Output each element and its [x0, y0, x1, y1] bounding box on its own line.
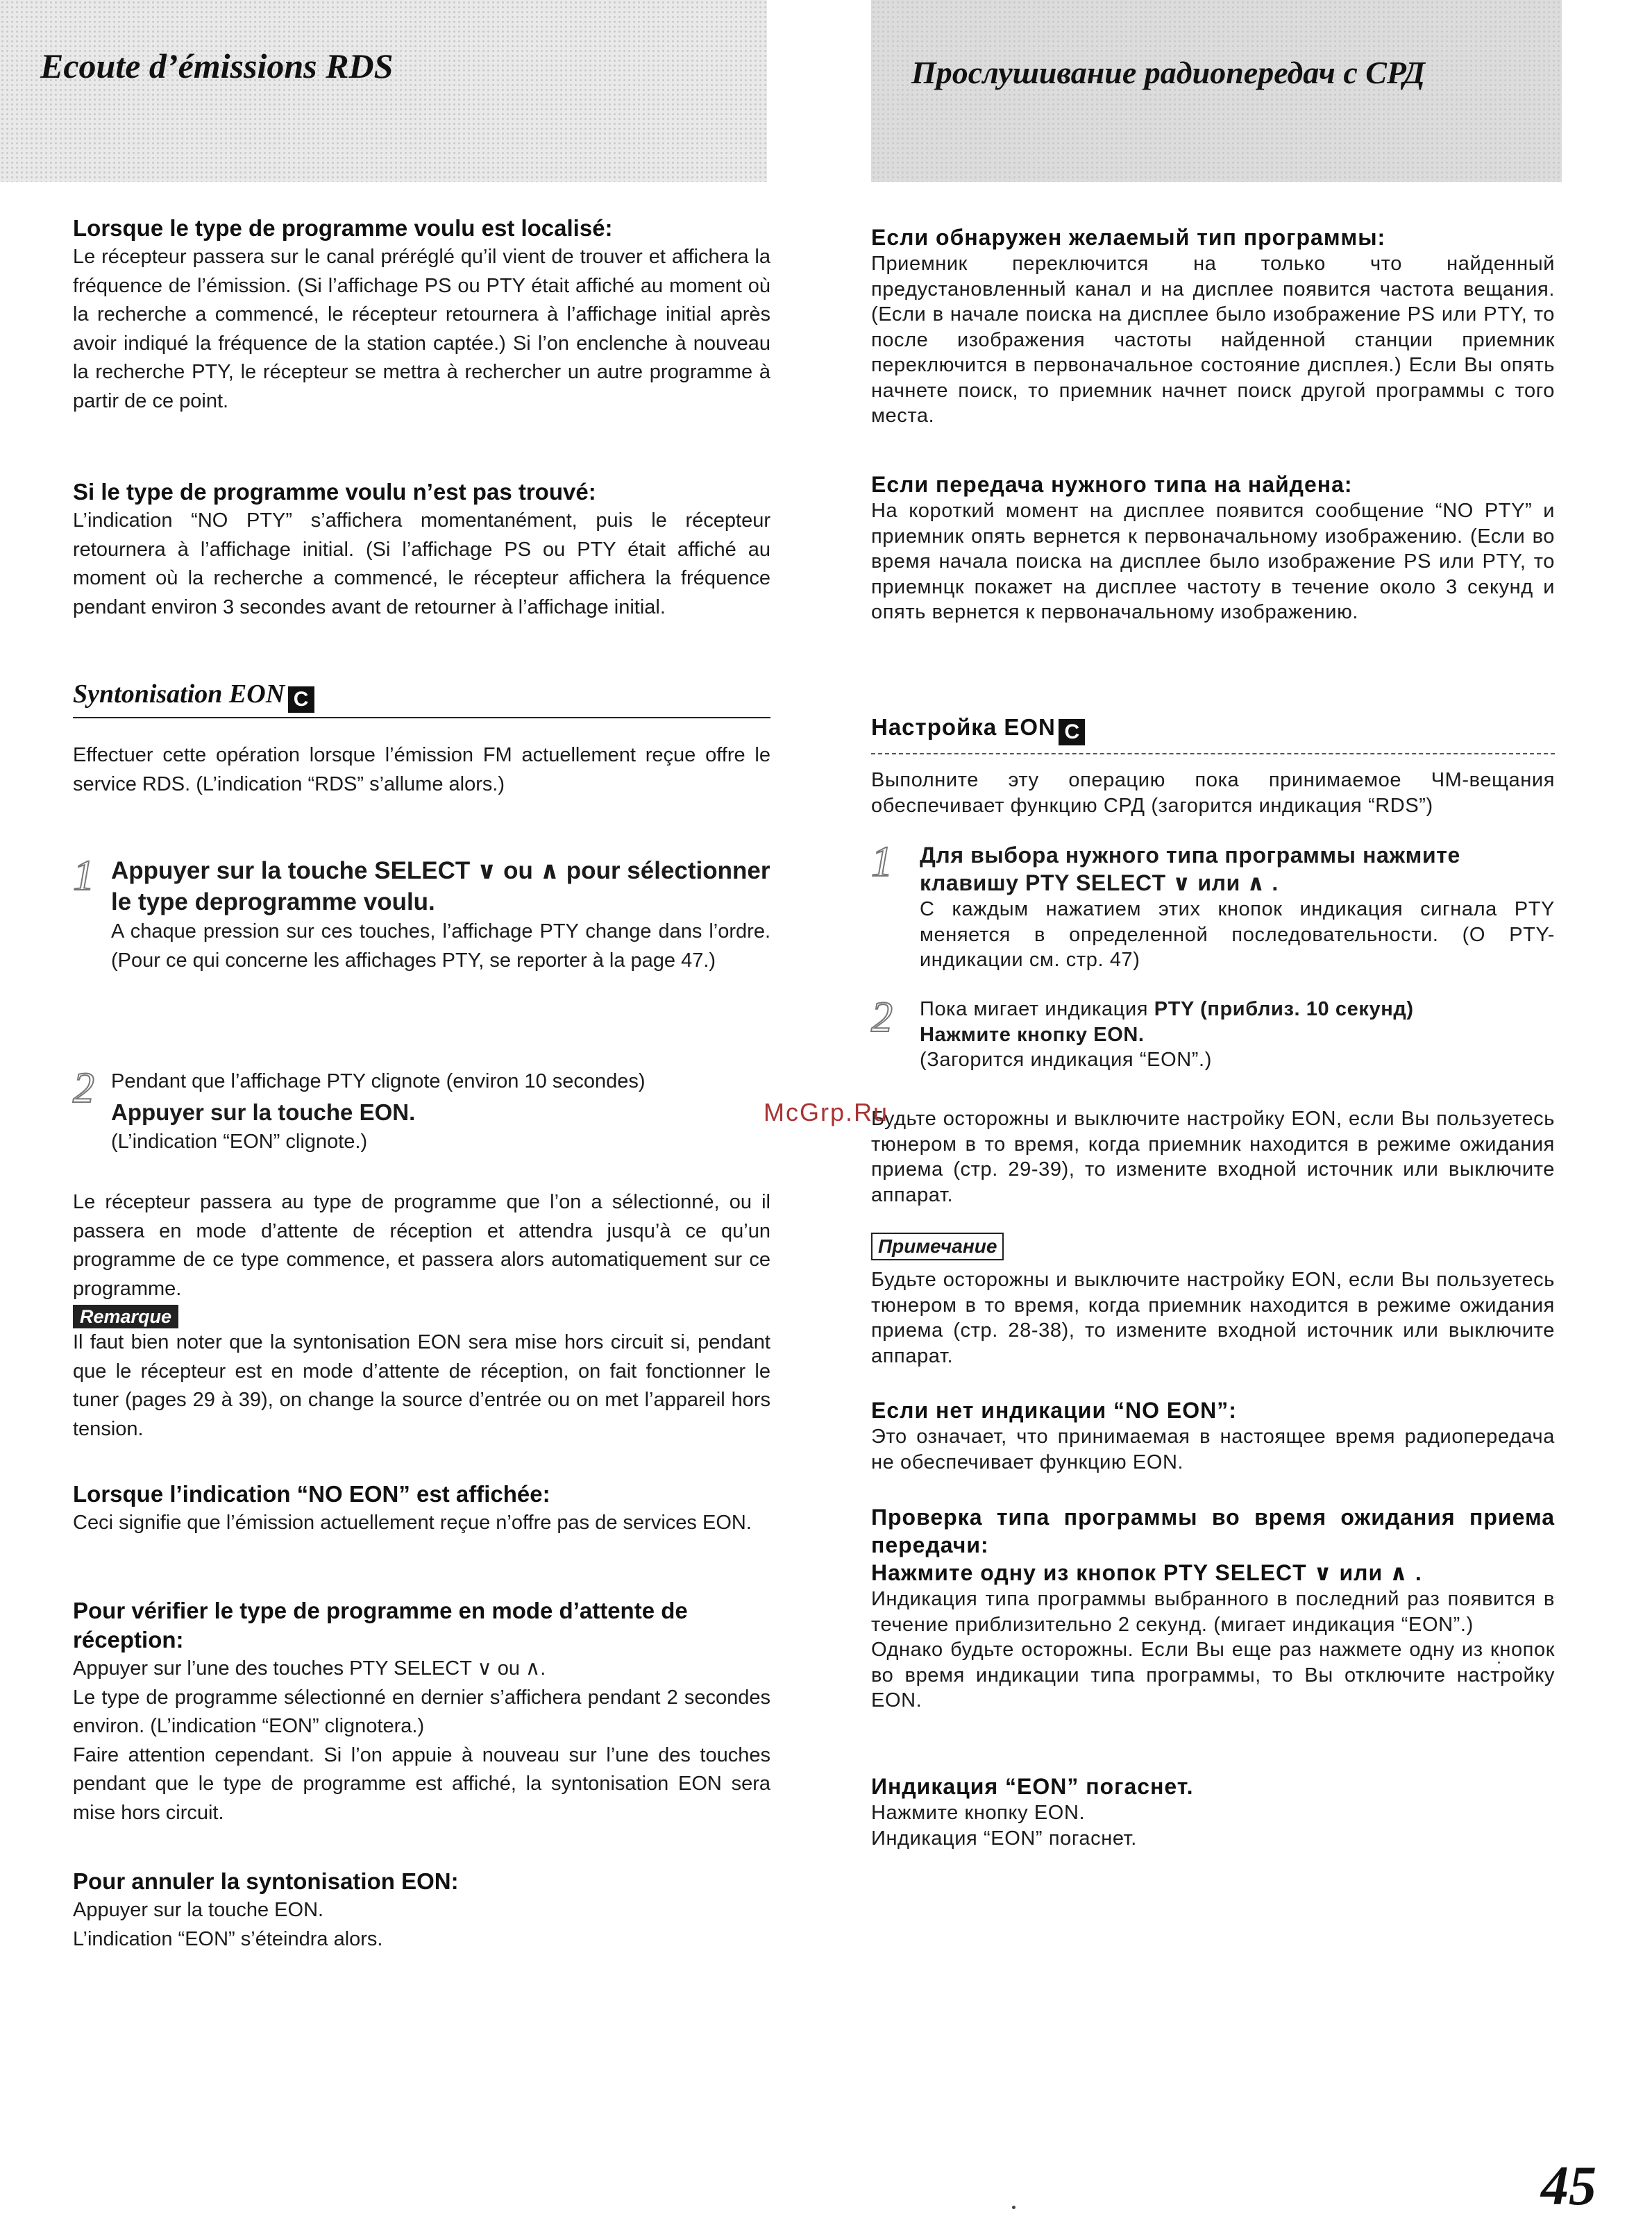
scan-speck: [1012, 2206, 1015, 2209]
left-found-block: [73, 214, 770, 416]
left-step1-text: A chaque pression sur ces touches, l’affichage PTY change dans l’ordre. (Pour ce qui concerne les affichages PTY, se reporter à la page 47.): [111, 920, 770, 972]
left-step1: [73, 852, 770, 1008]
left-remark-block: [73, 1305, 770, 1444]
left-no-eon-block: [73, 1480, 770, 1538]
right-note-block: [871, 1233, 1555, 1369]
right-no-eon-text: Это означает, что принимаемая в настоящее время радиопередача не обеспечивает функцию EON.: [871, 1426, 1555, 1473]
left-not-found-text: L’indication “NO PTY” s’affichera momentanément, puis le récepteur retournera à l’affichage initial. (Si l’affichage PS ou PTY était affiché au moment où la recherche a commencé, le récepteur affichera la fréquence pendant environ 3 secondes avant de retourner à l’affichage initial.: [73, 509, 770, 618]
left-eon-badge: C: [288, 686, 314, 713]
right-header-banner: [871, 0, 1562, 182]
right-verify-text1: Индикация типа программы выбранного в последний раз появится в течение приблизительно 2 секунд. (мигает индикация “EON”.): [871, 1588, 1555, 1636]
left-verify-block: [73, 1596, 770, 1827]
right-note-tag: Примечание: [871, 1233, 1004, 1260]
left-after-steps-block: [73, 1188, 770, 1303]
left-step2-text: (L’indication “EON” clignote.): [111, 1130, 368, 1153]
left-section-rule: [73, 717, 770, 718]
left-found-heading: Lorsque le type de programme voulu est localisé:: [73, 215, 613, 241]
right-no-eon-block: [871, 1396, 1555, 1475]
left-cancel-text1: Appuyer sur la touche EON.: [73, 1899, 324, 1921]
left-eon-title: Syntonisation EON: [73, 679, 285, 709]
right-no-eon-heading: Если нет индикации “NO EON”:: [871, 1398, 1237, 1423]
right-eon-intro-block: [871, 768, 1555, 818]
page-number: 45: [1541, 2156, 1596, 2217]
left-step2-heading: Appuyer sur la touche EON.: [111, 1099, 416, 1125]
right-section-rule: [871, 753, 1555, 754]
right-eon-title: Настройка EON: [871, 714, 1056, 740]
right-eon-badge: C: [1059, 719, 1085, 745]
right-found-block: [871, 223, 1555, 429]
right-step1: [871, 838, 1555, 987]
left-step1-heading: Appuyer sur la touche SELECT ∨ ou ∧ pour sélectionner le type deprogramme voulu.: [111, 857, 770, 915]
right-step2-lead: Пока мигает индикация: [920, 998, 1149, 1020]
left-verify-text3: Faire attention cependant. Si l’on appuie à nouveau sur l’une des touches pendant que le type de programme est affiché, la syntonisation EON sera mise hors circuit.: [73, 1743, 770, 1824]
left-cancel-block: [73, 1867, 770, 1954]
right-verify-block: [871, 1503, 1555, 1714]
left-not-found-heading: Si le type de programme voulu n’est pas trouvé:: [73, 479, 596, 505]
right-found-text: Приемник переключится на только что найденный предустановленный канал и на дисплее появится частота вещания. (Если в начале поиска на дисплее было изображение PS или PTY, то после изображения частоты найденной станции приемник переключится в первоначальное состояние дисплея.) Если Вы опять начнете поиск, то приемник начнет поиск другой программы с того места.: [871, 253, 1555, 427]
step2-number-icon: 2: [73, 1065, 94, 1112]
right-verify-heading: Проверка типа программы во время ожидания приема передачи:: [871, 1505, 1555, 1557]
right-verify-heading2: Нажмите одну из кнопок PTY SELECT ∨ или ∧ .: [871, 1560, 1422, 1585]
watermark-text: McGrp.Ru: [764, 1098, 889, 1126]
right-cancel-text1: Нажмите кнопку EON.: [871, 1802, 1086, 1824]
left-banner-title: Ecoute d’émissions RDS: [40, 47, 394, 85]
right-step2-number-icon: 2: [871, 994, 893, 1041]
left-not-found-block: [73, 477, 770, 622]
step1-number-icon: 1: [73, 852, 94, 899]
right-step2-heading: Нажмите кнопку EON.: [920, 1023, 1145, 1046]
right-cancel-block: [871, 1773, 1555, 1851]
left-cancel-text2: L’indication “EON” s’éteindra alors.: [73, 1927, 383, 1950]
left-remark-text: Il faut bien noter que la syntonisation EON sera mise hors circuit si, pendant que le récepteur est en mode d’attente de réception, on fait fonctionner le tuner (pages 29 à 39), on change la source d’entrée ou on met l’appareil hors tension.: [73, 1331, 770, 1440]
left-no-eon-heading: Lorsque l’indication “NO EON” est affichée:: [73, 1481, 550, 1507]
right-cancel-heading: Индикация “EON” погаснет.: [871, 1774, 1194, 1799]
right-note-text: Будьте осторожны и выключите настройку EON, если Вы пользуетесь тюнером в то время, когда приемник находится в режиме ожидания приема (стр. 28-38), то измените входной источник или выключите аппарат.: [871, 1269, 1555, 1367]
left-cancel-heading: Pour annuler la syntonisation EON:: [73, 1868, 459, 1894]
right-eon-section-title: [871, 713, 1555, 745]
left-header-banner: [0, 0, 767, 182]
right-cancel-text2: Индикация “EON” погаснет.: [871, 1827, 1137, 1850]
left-no-eon-text: Ceci signifie que l’émission actuellement reçue n’offre pas de services EON.: [73, 1512, 752, 1534]
right-caution-block: [871, 1106, 1555, 1208]
right-banner-title: Прослушивание радиопередач с СРД: [911, 55, 1425, 90]
left-eon-intro-block: [73, 741, 770, 799]
left-found-text: Le récepteur passera sur le canal préréglé qu’il vient de trouver et affichera la fréquence de l’émission. (Si l’affichage PS ou PTY était affiché au moment où la recherche a commencé, le récepteur retournera à l’affichage initial après avoir indiqué la fréquence de la station captée.) Si l’on enclenche à nouveau la recherche PTY, le récepteur se mettra à rechercher un autre programme à partir de ce point.: [73, 246, 770, 412]
left-step2: [73, 1067, 770, 1165]
left-eon-section-title: [73, 679, 770, 713]
left-verify-heading: Pour vérifier le type de programme en mode d’attente de réception:: [73, 1598, 688, 1653]
right-not-found-heading: Если передача нужного типа на найдена:: [871, 472, 1353, 497]
left-step2-lead: Pendant que l’affichage PTY clignote (environ 10 secondes): [111, 1070, 646, 1092]
right-caution-text: Будьте осторожны и выключите настройку EON, если Вы пользуетесь тюнером в то время, когда приемник находится в режиме ожидания приема (стр. 29-39), то измените входной источник или выключите аппарат.: [871, 1108, 1555, 1206]
right-step1-text: С каждым нажатием этих кнопок индикация сигнала PTY меняется в определенной последовательности. (О PTY-индикации см. стр. 47): [920, 898, 1555, 971]
right-step1-number-icon: 1: [871, 838, 893, 886]
right-step1-heading: Для выбора нужного типа программы нажмите клавишу PTY SELECT ∨ или ∧ .: [920, 843, 1460, 895]
right-eon-intro: Выполните эту операцию пока принимаемое ЧМ-вещания обеспечивает функцию СРД (загорится индикация “RDS”): [871, 769, 1555, 817]
left-after-steps-text: Le récepteur passera au type de programme que l’on a sélectionné, ou il passera en mode d’attente de réception et attendra jusqu’à ce qu’un programme de ce type commence, et passera alors automatiquement sur ce programme.: [73, 1191, 770, 1300]
right-not-found-block: [871, 471, 1555, 625]
right-step2-text: (Загорится индикация “EON”.): [920, 1049, 1212, 1071]
scan-speck: [1498, 1662, 1500, 1664]
right-found-heading: Если обнаружен желаемый тип программы:: [871, 225, 1386, 250]
left-eon-intro: Effectuer cette opération lorsque l’émission FM actuellement reçue offre le service RDS. (L’indication “RDS” s’allume alors.): [73, 744, 770, 795]
right-verify-text2: Однако будьте осторожны. Если Вы еще раз нажмете одну из кнопок во время индикации типа программы, то Вы отключите настройку EON.: [871, 1639, 1555, 1711]
right-not-found-text: На короткий момент на дисплее появится сообщение “NO PTY” и приемник опять вернется к первоначальному изображению. (Если во время начала поиска на дисплее было изображение PS или PTY, то приемнцк покажет на дисплее частоту в течение около 3 секунд и опять вернется к первоначальному изображению.: [871, 500, 1555, 623]
left-verify-text2: Le type de programme sélectionné en dernier s’affichera pendant 2 secondes environ. (L’indication “EON” clignotera.): [73, 1686, 770, 1737]
right-step2-lead-bold: PTY (приблиз. 10 секунд): [1154, 998, 1414, 1020]
right-step2: [871, 994, 1555, 1087]
left-remark-tag: Remarque: [73, 1305, 178, 1328]
left-verify-text1: Appuyer sur l’une des touches PTY SELECT ∨ ou ∧.: [73, 1657, 546, 1680]
